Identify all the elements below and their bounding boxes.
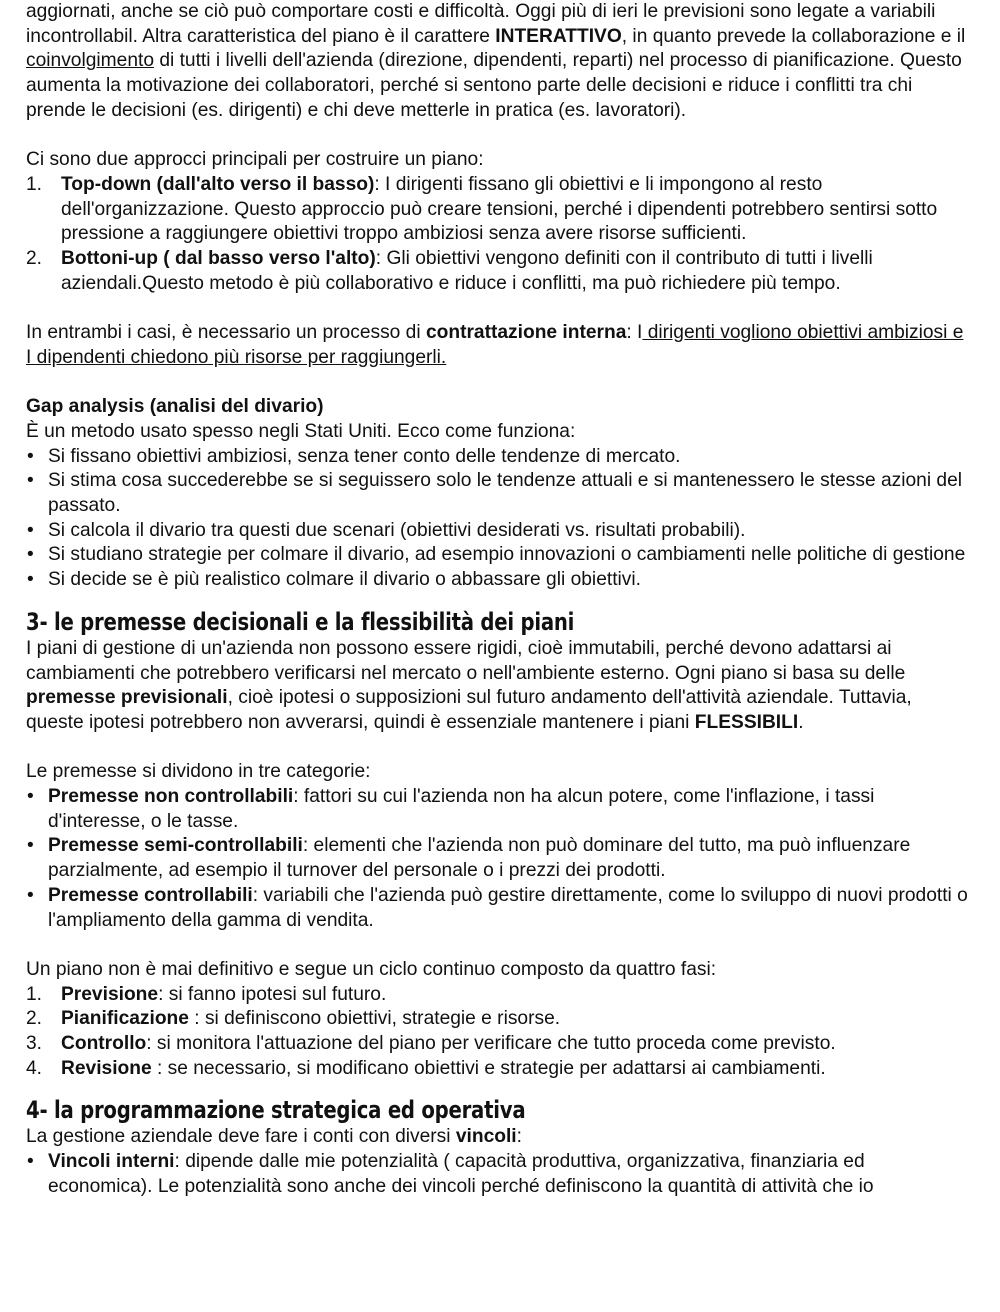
gap-analysis-list bbox=[26, 445, 974, 593]
coinvolgimento-term: coinvolgimento bbox=[26, 50, 154, 72]
list-item: 1. Top-down (dall'alto verso il basso): I dirigenti fissano gli obiettivi e li impongono al resto dell'organizzazione. Questo approccio può creare tensioni, perché i dipendenti potrebbero sentirsi sotto pressione a raggiungere obiettivi troppo ambiziosi senza avere risorse sufficienti. bbox=[26, 173, 938, 245]
list-item: 2. Pianificazione : si definiscono obiettivi, strategie e risorse. bbox=[26, 1008, 561, 1030]
vincoli-list bbox=[26, 1150, 974, 1199]
intro-paragraph: aggiornati, anche se ciò può comportare costi e difficoltà. Oggi più di ieri le previsioni sono legate a variabili incontrollabil. Altra caratteristica del piano è il carattere INTERATTIVO, in quanto prevede la collaborazione e il coinvolgimento di tutti i livelli dell'azienda (direzione, dipendenti, reparti) nel processo di pianificazione. Questo aumenta la motivazione dei collaboratori, perché si sentono parte delle decisioni e riduce i conflitti tra chi prende le decisioni (es. dirigenti) e chi deve metterle in pratica (es. lavoratori). bbox=[26, 1, 966, 121]
vincoli-lead: La gestione aziendale deve fare i conti con diversi vincoli: bbox=[26, 1126, 522, 1148]
list-item: • Vincoli interni: dipende dalle mie potenzialità ( capacità produttiva, organizzativa, finanziaria ed economica). Le potenzialità sono anche dei vincoli perché definiscono la quantità di attività che io bbox=[27, 1151, 874, 1197]
list-item: 1. Previsione: si fanno ipotesi sul futuro. bbox=[26, 983, 387, 1005]
list-item: 4. Revisione : se necessario, si modificano obiettivi e strategie per adattarsi ai cambiamenti. bbox=[26, 1057, 826, 1079]
ciclo-lead: Un piano non è mai definitivo e segue un ciclo continuo composto da quattro fasi: bbox=[26, 958, 717, 980]
fasi-list bbox=[26, 983, 974, 1082]
contrattazione-paragraph: In entrambi i casi, è necessario un processo di contrattazione interna: I dirigenti vogliono obiettivi ambiziosi e I dipendenti chiedono più risorse per raggiungerli. bbox=[26, 322, 964, 368]
list-item: • Si fissano obiettivi ambiziosi, senza tener conto delle tendenze di mercato. bbox=[27, 445, 681, 467]
list-item: • Si decide se è più realistico colmare il divario o abbassare gli obiettivi. bbox=[27, 569, 641, 591]
section-4-heading: 4- la programmazione strategica ed operativa bbox=[26, 1096, 526, 1125]
list-item: • Premesse semi-controllabili: elementi che l'azienda non può dominare del tutto, ma può influenzare parzialmente, ad esempio il turnover del personale o i prezzi dei prodotti. bbox=[27, 835, 911, 882]
premesse-lead: Le premesse si dividono in tre categorie: bbox=[26, 761, 371, 783]
section-3-heading: 3- le premesse decisionali e la flessibilità dei piani bbox=[26, 607, 575, 636]
list-item: • Si studiano strategie per colmare il divario, ad esempio innovazioni o cambiamenti nelle politiche di gestione bbox=[27, 544, 966, 566]
list-item: 3. Controllo: si monitora l'attuazione del piano per verificare che tutto proceda come previsto. bbox=[26, 1033, 836, 1055]
list-item: • Premesse non controllabili: fattori su cui l'azienda non ha alcun potere, come l'inflazione, i tassi d'interesse, o le tasse. bbox=[27, 786, 875, 832]
list-item: • Si stima cosa succederebbe se si seguissero solo le tendenze attuali e si mantenessero le stesse azioni del passato. bbox=[27, 470, 963, 517]
approcci-list bbox=[26, 173, 974, 297]
gap-analysis-title: Gap analysis (analisi del divario) bbox=[26, 396, 324, 418]
section-3-paragraph: I piani di gestione di un'azienda non possono essere rigidi, cioè immutabili, perché devono adattarsi ai cambiamenti che potrebbero verificarsi nel mercato o nell'ambiente esterno. Ogni piano si basa su delle premesse previsionali, cioè ipotesi o supposizioni sul futuro andamento dell'attività aziendale. Tuttavia, queste ipotesi potrebbero non avverarsi, quindi è essenziale mantenere i piani FLESSIBILI. bbox=[26, 637, 912, 733]
list-item: • Si calcola il divario tra questi due scenari (obiettivi desiderati vs. risultati probabili). bbox=[27, 519, 746, 541]
list-item: 2. Bottoni-up ( dal basso verso l'alto): Gli obiettivi vengono definiti con il contributo di tutti i livelli aziendali.Questo metodo è più collaborativo e riduce i conflitti, ma può richiedere più tempo. bbox=[26, 248, 873, 294]
approcci-lead: Ci sono due approcci principali per costruire un piano: bbox=[26, 149, 484, 171]
interattivo-term: INTERATTIVO bbox=[495, 25, 622, 47]
premesse-list bbox=[26, 785, 974, 933]
list-item: • Premesse controllabili: variabili che l'azienda può gestire direttamente, come lo sviluppo di nuovi prodotti o l'ampliamento della gamma di vendita. bbox=[27, 884, 968, 931]
gap-analysis-lead: È un metodo usato spesso negli Stati Uniti. Ecco come funziona: bbox=[26, 420, 576, 442]
